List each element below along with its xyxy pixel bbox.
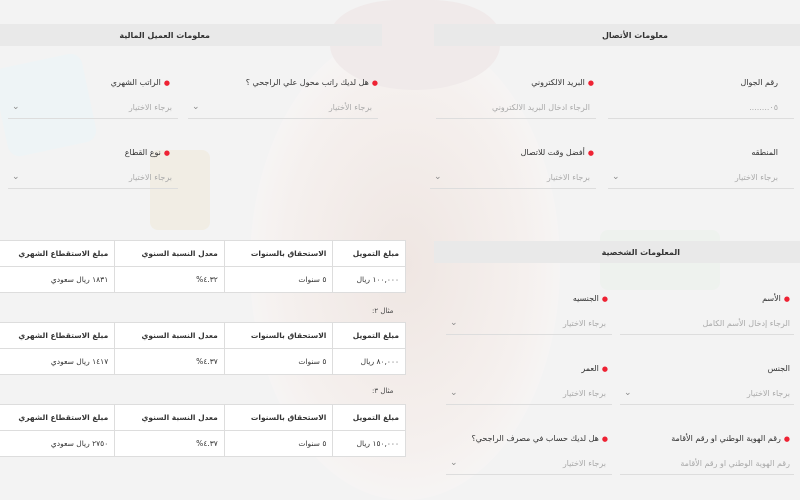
account-select[interactable]: برجاء الاختيار ⌄	[446, 452, 612, 475]
chevron-down-icon: ⌄	[450, 458, 458, 468]
rate-cell: ٤.٣٧%	[115, 431, 225, 457]
required-icon: ●	[371, 79, 378, 87]
chevron-down-icon: ⌄	[450, 388, 458, 398]
table-header-row	[0, 241, 406, 267]
amount-cell: ١٠٠,٠٠٠ ريال	[333, 267, 406, 293]
contact-section-header	[434, 24, 800, 46]
account-field[interactable]	[446, 434, 612, 476]
table-row	[0, 267, 406, 293]
term-cell: ٥ سنوات	[224, 267, 333, 293]
column-header: الاستحقاق بالسنوات	[224, 405, 333, 431]
region-select[interactable]: برجاء الاختيار ⌄	[608, 166, 794, 189]
example-3-label: مثال ٣:	[372, 387, 394, 395]
example-2-label: مثال ٢:	[372, 307, 394, 315]
required-icon: ●	[601, 365, 608, 373]
id-label: رقم الهوية الوطني او رقم الأقامة	[671, 434, 781, 443]
email-field[interactable]	[436, 78, 596, 120]
time-label: أفضل وقت للاتصال	[520, 148, 585, 157]
table-row	[0, 349, 406, 375]
sector-label: نوع القطاع	[124, 148, 161, 157]
name-field[interactable]	[620, 294, 794, 336]
monthly-salary-field[interactable]	[8, 78, 178, 120]
transfer-label: هل لديك راتب محول علي الراجحي ؟	[245, 78, 369, 87]
loan-example-table-3	[0, 404, 406, 457]
loan-example-table-1	[0, 240, 406, 293]
personal-section-header	[434, 241, 800, 263]
age-select[interactable]: برجاء الاختيار ⌄	[446, 382, 612, 405]
chevron-down-icon: ⌄	[612, 172, 620, 182]
table-row	[0, 431, 406, 457]
region-label: المنطقه	[751, 148, 778, 157]
required-icon: ●	[587, 79, 594, 87]
payment-cell: ١٤١٧ ريال سعودي	[0, 349, 115, 375]
financial-section-header	[0, 24, 382, 46]
payment-cell: ٢٧٥٠ ريال سعودي	[0, 431, 115, 457]
chevron-down-icon: ⌄	[12, 172, 20, 182]
required-icon: ●	[783, 295, 790, 303]
chevron-down-icon: ⌄	[434, 172, 442, 182]
column-header: معدل النسبة السنوي	[115, 323, 225, 349]
account-label: هل لديك حساب في مصرف الراجحي؟	[471, 434, 599, 443]
table-header-row	[0, 405, 406, 431]
salary-label: الراتب الشهري	[110, 78, 161, 87]
required-icon: ●	[163, 149, 170, 157]
required-icon: ●	[601, 295, 608, 303]
table-header-row	[0, 323, 406, 349]
name-input[interactable]: الرجاء إدخال الأسم الكامل	[620, 312, 794, 335]
mobile-input[interactable]: ٠٥........	[608, 96, 794, 119]
column-header: مبلغ التمويل	[333, 241, 406, 267]
name-label: الأسم	[762, 294, 781, 303]
personal-section-title: المعلومات الشخصية	[601, 247, 680, 257]
required-icon: ●	[163, 79, 170, 87]
gender-field[interactable]	[620, 364, 794, 406]
rate-cell: ٤.٣٢%	[115, 267, 225, 293]
contact-section-title: معلومات الأتصال	[601, 30, 668, 40]
column-header: مبلغ التمويل	[333, 323, 406, 349]
column-header: معدل النسبة السنوي	[115, 405, 225, 431]
column-header: الاستحقاق بالسنوات	[224, 241, 333, 267]
term-cell: ٥ سنوات	[224, 431, 333, 457]
salary-transfer-field[interactable]	[188, 78, 378, 120]
financial-section-title: معلومات العميل المالية	[119, 30, 210, 40]
rate-cell: ٤.٣٧%	[115, 349, 225, 375]
gender-label: الجنس	[767, 364, 790, 373]
chevron-down-icon: ⌄	[624, 388, 632, 398]
region-field[interactable]	[608, 148, 794, 190]
age-label: العمر	[581, 364, 599, 373]
email-input[interactable]: الرجاء ادخال البريد الالكتروني	[436, 96, 596, 119]
payment-cell: ١٨٣١ ريال سعودي	[0, 267, 115, 293]
chevron-down-icon: ⌄	[12, 102, 20, 112]
sector-select[interactable]: برجاء الاختيار ⌄	[8, 166, 178, 189]
nationality-select[interactable]: برجاء الاختيار ⌄	[446, 312, 612, 335]
column-header: مبلغ التمويل	[333, 405, 406, 431]
sector-field[interactable]	[8, 148, 178, 190]
time-select[interactable]: برجاء الاختيار ⌄	[430, 166, 596, 189]
national-id-field[interactable]	[620, 434, 794, 476]
column-header: معدل النسبة السنوي	[115, 241, 225, 267]
gender-select[interactable]: برجاء الاختيار ⌄	[620, 382, 794, 405]
column-header: الاستحقاق بالسنوات	[224, 323, 333, 349]
nationality-label: الجنسيه	[572, 294, 599, 303]
chevron-down-icon: ⌄	[450, 318, 458, 328]
required-icon: ●	[601, 435, 608, 443]
age-field[interactable]	[446, 364, 612, 406]
best-time-field[interactable]	[430, 148, 596, 190]
column-header: مبلغ الاستقطاع الشهري	[0, 405, 115, 431]
term-cell: ٥ سنوات	[224, 349, 333, 375]
loan-example-table-2	[0, 322, 406, 375]
nationality-field[interactable]	[446, 294, 612, 336]
salary-select[interactable]: برجاء الاختيار ⌄	[8, 96, 178, 119]
amount-cell: ١٥٠,٠٠٠ ريال	[333, 431, 406, 457]
required-icon: ●	[587, 149, 594, 157]
mobile-label: رقم الجوال	[740, 78, 778, 87]
amount-cell: ٨٠,٠٠٠ ريال	[333, 349, 406, 375]
required-icon: ●	[783, 435, 790, 443]
column-header: مبلغ الاستقطاع الشهري	[0, 241, 115, 267]
column-header: مبلغ الاستقطاع الشهري	[0, 323, 115, 349]
email-label: البريد الالكتروني	[531, 78, 585, 87]
chevron-down-icon: ⌄	[192, 102, 200, 112]
transfer-select[interactable]: برجاء الأختيار ⌄	[188, 96, 378, 119]
national-id-input[interactable]: رقم الهوية الوطني او رقم الأقامة	[620, 452, 794, 475]
mobile-field[interactable]	[608, 78, 794, 120]
